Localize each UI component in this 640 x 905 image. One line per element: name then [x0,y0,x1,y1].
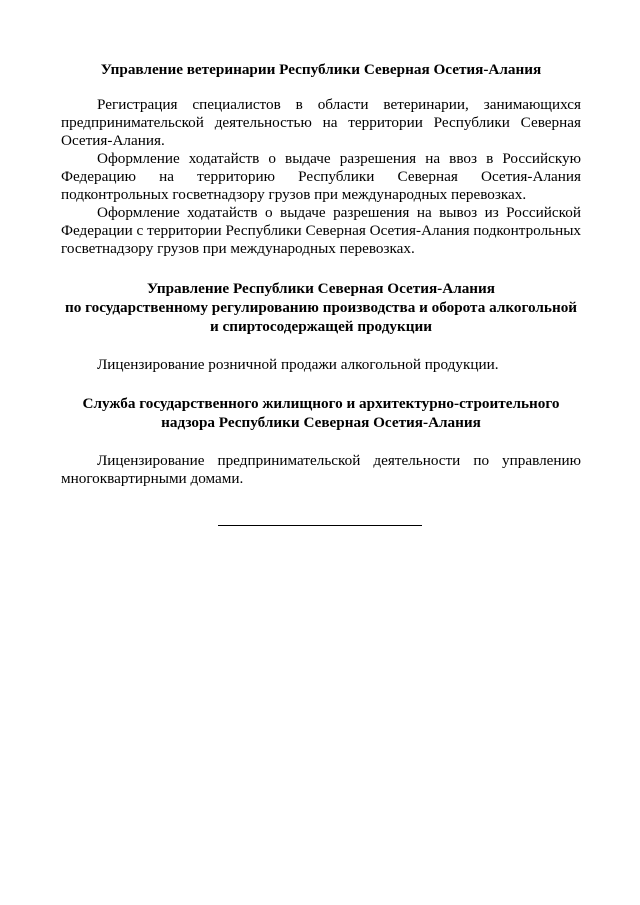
section-title [61,60,581,79]
paragraph: Оформление ходатайств о выдаче разрешения на вывоз из Российской Федерации с территории Республики Северная Осетия-Алания подконтрольных госветнадзору грузов при международных перевозках. [61,204,581,257]
paragraph: Регистрация специалистов в области ветеринарии, занимающихся предпринимательской деятельностью на территории Республики Северная Осетия-Алания. [61,96,581,149]
section-title-line: Управление Республики Северная Осетия-Алания [146,280,496,297]
paragraph: Оформление ходатайств о выдаче разрешения на ввоз в Российскую Федерацию на территорию Республики Северная Осетия-Алания подконтрольных госветнадзору грузов при международных перевозках. [61,150,581,203]
section-body [61,356,581,374]
section-title [61,279,581,336]
section-body [61,452,581,488]
section-title-line: Управление ветеринарии Республики Северная Осетия-Алания [100,61,542,78]
section-title-line: по государственному регулированию производства и оборота алкогольной [64,299,578,316]
section-housing-supervision [61,394,581,488]
section-title-line: Служба государственного жилищного и архитектурно-строительного [82,395,560,412]
end-separator-line [218,525,422,526]
section-veterinary [61,60,581,258]
section-title [61,394,581,432]
paragraph: Лицензирование розничной продажи алкогольной продукции. [97,356,499,373]
section-title-line: и спиртосодержащей продукции [209,318,432,335]
section-body [61,96,581,258]
section-alcohol-regulation [61,279,581,374]
document-page [61,60,581,488]
section-title-line: надзора Республики Северная Осетия-Алания [161,414,481,431]
paragraph: Лицензирование предпринимательской деятельности по управлению многоквартирными домами. [61,452,581,487]
